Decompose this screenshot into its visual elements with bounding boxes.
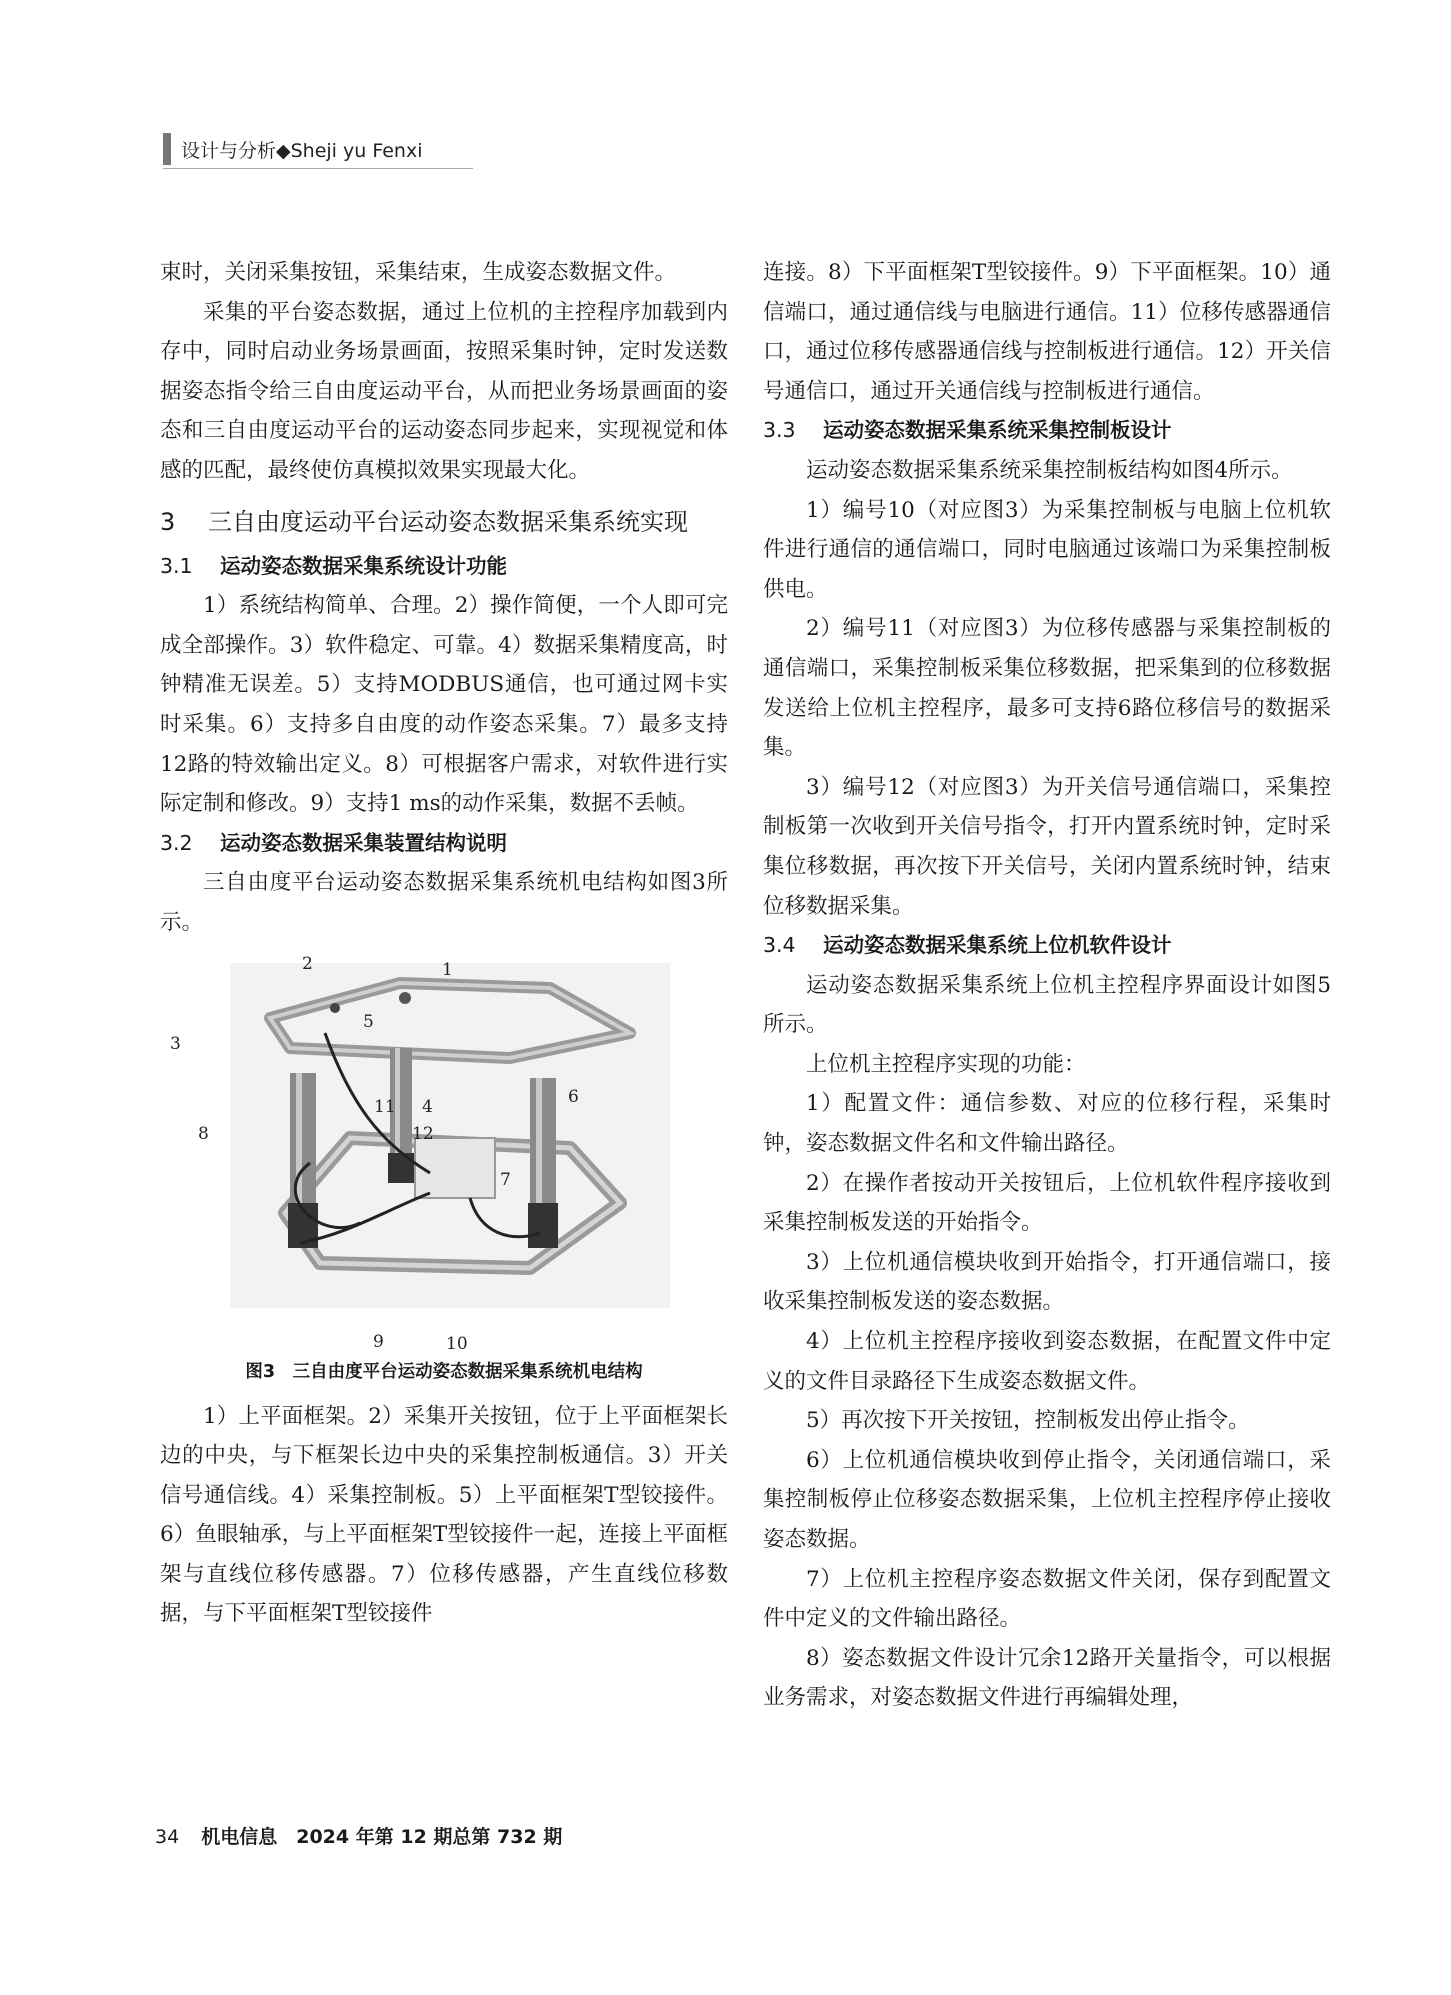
header-text: 设计与分析◆Sheji yu Fenxi <box>181 139 423 162</box>
page-number: 34 <box>155 1826 180 1848</box>
section-heading-3: 3 三自由度运动平台运动姿态数据采集系统实现 <box>160 507 688 536</box>
subsection-heading-3-3: 3.3 运动姿态数据采集系统采集控制板设计 <box>763 418 1172 443</box>
figure-label: 8 <box>198 1123 209 1144</box>
paragraph: 4）上位机主控程序接收到姿态数据，在配置文件中定义的文件目录路径下生成姿态数据文件。 <box>763 1329 1331 1394</box>
paragraph: 1）编号10（对应图3）为采集控制板与电脑上位机软件进行通信的通信端口，同时电脑通过该端口为采集控制板供电。 <box>763 497 1331 602</box>
figure-label: 12 <box>412 1123 434 1144</box>
figure-label: 4 <box>422 1096 433 1117</box>
paragraph: 运动姿态数据采集系统上位机主控程序界面设计如图5所示。 <box>763 972 1331 1038</box>
paragraph: 连接。8）下平面框架T型铰接件。9）下平面框架。10）通信端口，通过通信线与电脑进行通信。11）位移传感器通信口，通过位移传感器通信线与控制板进行通信。12）开关信号通信口，通过开关通信线与控制板进行通信。 <box>763 260 1331 404</box>
paragraph: 2）在操作者按动开关按钮后，上位机软件程序接收到采集控制板发送的开始指令。 <box>763 1170 1331 1236</box>
paragraph: 2）编号11（对应图3）为位移传感器与采集控制板的通信端口，采集控制板采集位移数据，把采集到的位移数据发送给上位机主控程序，最多可支持6路位移信号的数据采集。 <box>763 616 1331 761</box>
figure-label: 9 <box>373 1331 384 1352</box>
figure-label: 2 <box>302 953 313 974</box>
paragraph: 8）姿态数据文件设计冗余12路开关量指令，可以根据业务需求，对姿态数据文件进行再编辑处理， <box>763 1645 1331 1711</box>
figure-label: 11 <box>374 1096 396 1117</box>
paragraph: 采集的平台姿态数据，通过上位机的主控程序加载到内存中，同时启动业务场景画面，按照采集时钟，定时发送数据姿态指令给三自由度运动平台，从而把业务场景画面的姿态和三自由度运动平台的运动姿态同步起来，实现视觉和体感的匹配，最终使仿真模拟效果实现最大化。 <box>160 299 728 483</box>
figure-label: 7 <box>500 1169 511 1190</box>
paragraph: 束时，关闭采集按钮，采集结束，生成姿态数据文件。 <box>160 260 677 285</box>
figure-3 <box>160 943 728 1353</box>
paragraph: 1）上平面框架。2）采集开关按钮，位于上平面框架长边的中央，与下框架长边中央的采集控制板通信。3）开关信号通信线。4）采集控制板。5）上平面框架T型铰接件。6）鱼眼轴承，与上平面框架T型铰接件一起，连接上平面框架与直线位移传感器。7）位移传感器，产生直线位移数据，与下平面框架T型铰接件 <box>160 1403 728 1627</box>
paragraph: 运动姿态数据采集系统采集控制板结构如图4所示。 <box>806 457 1293 483</box>
right-column <box>763 253 1331 1718</box>
paragraph: 1）配置文件：通信参数、对应的位移行程，采集时钟，姿态数据文件名和文件输出路径。 <box>763 1091 1331 1157</box>
figure-label: 5 <box>363 1011 374 1032</box>
left-column <box>160 253 728 1634</box>
figure-label: 1 <box>442 959 453 980</box>
journal-info: 机电信息 2024 年第 12 期总第 732 期 <box>201 1826 563 1848</box>
platform-photo <box>230 963 670 1308</box>
running-header <box>163 133 422 165</box>
subsection-heading-3-4: 3.4 运动姿态数据采集系统上位机软件设计 <box>763 933 1172 958</box>
subsection-heading-3-2: 3.2 运动姿态数据采集装置结构说明 <box>160 830 507 855</box>
figure-label: 6 <box>568 1086 579 1107</box>
paragraph: 7）上位机主控程序姿态数据文件关闭，保存到配置文件中定义的文件输出路径。 <box>763 1566 1331 1632</box>
paragraph: 6）上位机通信模块收到停止指令，关闭通信端口，采集控制板停止位移姿态数据采集，上位机主控程序停止接收姿态数据。 <box>763 1447 1331 1552</box>
figure-label: 3 <box>170 1033 181 1054</box>
page-footer <box>155 1822 562 1849</box>
paragraph: 三自由度平台运动姿态数据采集系统机电结构如图3所示。 <box>160 870 728 935</box>
paragraph: 上位机主控程序实现的功能： <box>806 1051 1086 1077</box>
figure-caption: 图3 三自由度平台运动姿态数据采集系统机电结构 <box>245 1361 643 1382</box>
paragraph: 3）上位机通信模块收到开始指令，打开通信端口，接收采集控制板发送的姿态数据。 <box>763 1249 1331 1315</box>
paragraph: 5）再次按下开关按钮，控制板发出停止指令。 <box>806 1408 1250 1434</box>
header-rule <box>163 168 473 169</box>
paragraph: 3）编号12（对应图3）为开关信号通信端口，采集控制板第一次收到开关信号指令，打开内置系统时钟，定时采集位移数据，再次按下开关信号，关闭内置系统时钟，结束位移数据采集。 <box>763 774 1331 919</box>
header-bar <box>163 133 171 165</box>
paragraph: 1）系统结构简单、合理。2）操作简便，一个人即可完成全部操作。3）软件稳定、可靠。4）数据采集精度高，时钟精准无误差。5）支持MODBUS通信，也可通过网卡实时采集。6）支持多自由度的动作姿态采集。7）最多支持12路的特效输出定义。8）可根据客户需求，对软件进行实际定制和修改。9）支持1 ms的动作采集，数据不丢帧。 <box>160 593 728 817</box>
subsection-heading-3-1: 3.1 运动姿态数据采集系统设计功能 <box>160 553 507 578</box>
figure-label: 10 <box>446 1333 468 1354</box>
